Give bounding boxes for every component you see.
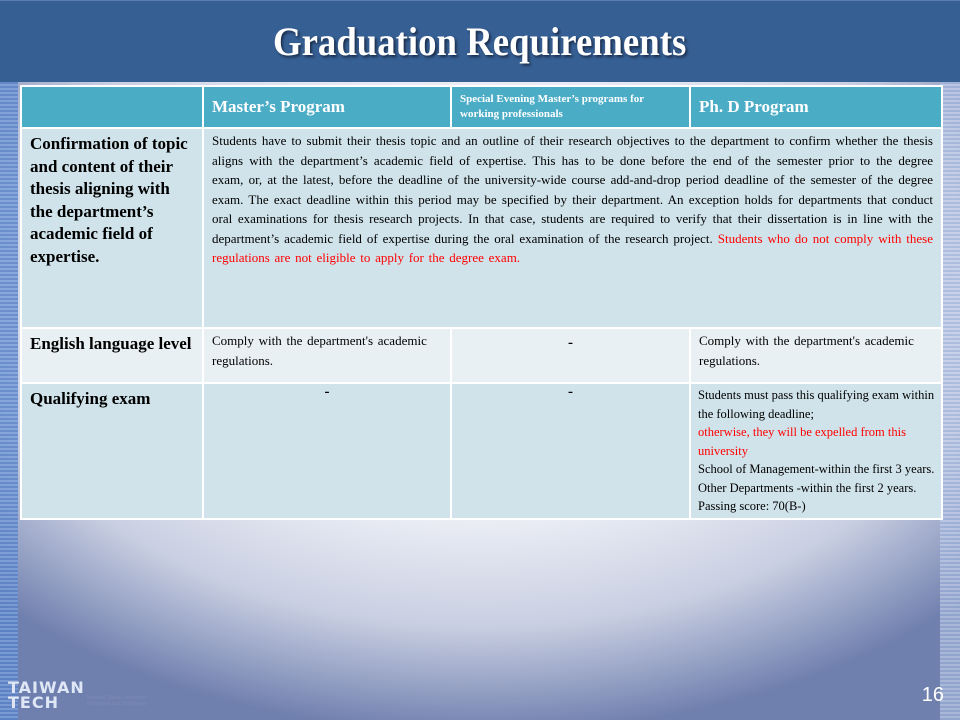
qualifying-masters-value: -: [203, 383, 451, 519]
row-label-english-level: English language level: [21, 328, 203, 383]
thesis-confirmation-warning: Students who do not comply with these regulations are not eligible to apply for the degree exam.: [212, 230, 934, 265]
qualifying-phd-text-1: Students must pass this qualifying exam within the following deadline;: [698, 388, 935, 421]
thesis-confirmation-text: Students have to submit their thesis topic and an outline of their research objectives to the department to confirm whether the thesis aligns with the department’s academic field of expertise. This has to be done before the end of the semester prior to the degree exam, or, at the latest, before the deadline of the university-wide course add-and-drop period deadline of the semester of the degree exam. The exact deadline within this period may be specified by their department. An exception holds for departments that conduct oral examinations for thesis research projects. In that case, students are required to verify that their dissertation is in line with the department’s academic field of expertise during the oral examination of the research project.: [212, 133, 933, 246]
qualifying-phd-value: [690, 383, 942, 519]
right-decorative-stripes: [940, 82, 960, 720]
table-header-row: [21, 86, 942, 128]
table-row-english-level: [21, 328, 942, 383]
title-bar: [0, 0, 960, 82]
requirements-table: [20, 85, 943, 520]
logo-word-tech: TECH: [8, 693, 59, 712]
english-masters-value: Comply with the department's academic regulations.: [203, 328, 451, 383]
logo-word-taiwan: TAIWAN: [8, 678, 85, 697]
table-row-qualifying-exam: [21, 383, 942, 519]
row-label-qualifying-exam: Qualifying exam: [21, 383, 203, 519]
header-empty: [21, 86, 203, 128]
english-phd-value: Comply with the department's academic regulations.: [690, 328, 942, 383]
table-row-thesis-confirmation: [21, 128, 942, 328]
qualifying-phd-warning: otherwise, they will be expelled from this university: [698, 425, 906, 458]
header-masters-program: Master’s Program: [203, 86, 451, 128]
english-evening-value: -: [451, 328, 690, 383]
logo-subtitle: National Taiwan University of Science and Technology: [86, 695, 147, 707]
qualifying-phd-text-2: School of Management-within the first 3 years. Other Departments -within the first 2 years. Passing score: 70(B-): [698, 462, 935, 513]
row-label-thesis-confirmation: Confirmation of topic and content of their thesis aligning with the department’s academic field of expertise.: [21, 128, 203, 328]
taiwan-tech-logo: [8, 680, 147, 710]
thesis-confirmation-requirement: [203, 128, 942, 328]
page-number: 16: [921, 684, 944, 706]
header-phd-program: Ph. D Program: [690, 86, 942, 128]
qualifying-evening-value: -: [451, 383, 690, 519]
header-evening-program: Special Evening Master’s programs for working professionals: [451, 86, 690, 128]
slide-title: Graduation Requirements: [273, 19, 687, 64]
left-decorative-stripes: [0, 82, 18, 720]
